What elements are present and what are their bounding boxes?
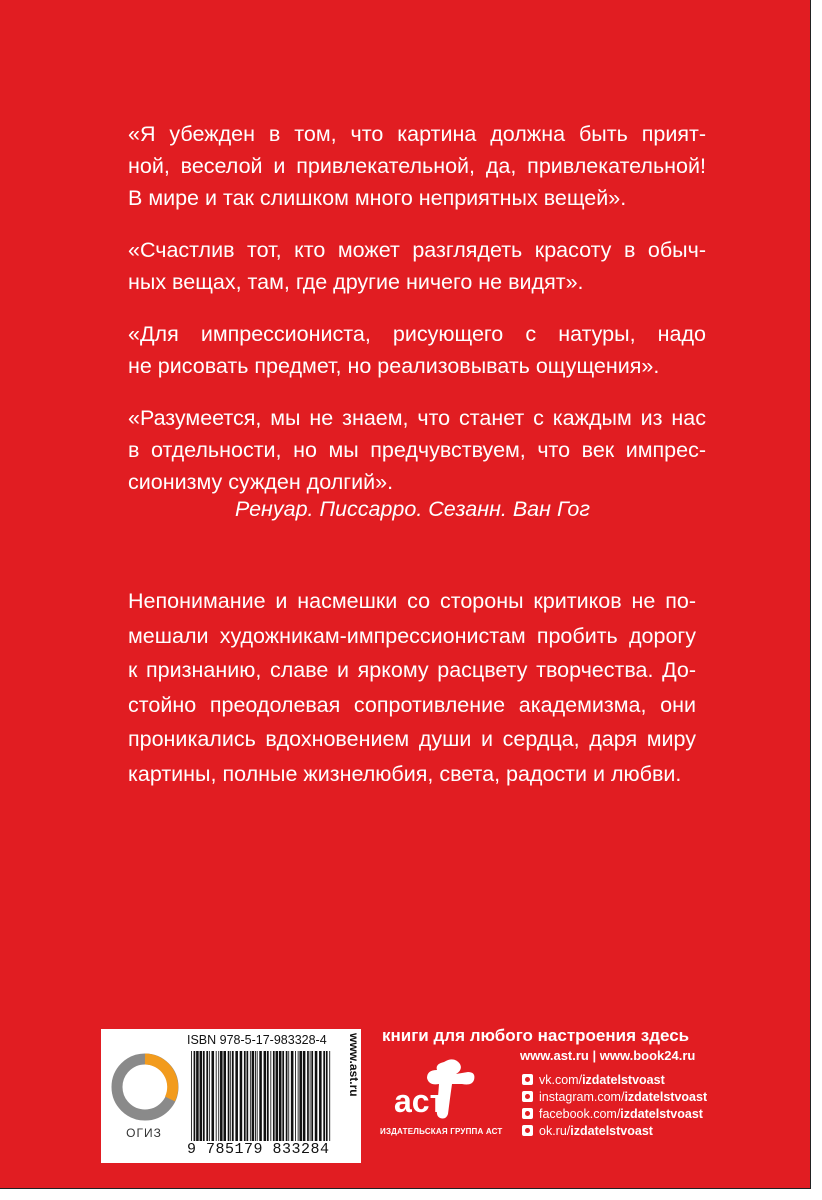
barcode-bar	[246, 1051, 248, 1141]
quote-authors: Ренуар. Писсарро. Сезанн. Ван Гог	[234, 497, 590, 521]
quote-van-gogh	[128, 402, 706, 498]
instagram-icon	[522, 1091, 533, 1102]
book24-url-link[interactable]: www.book24.ru	[599, 1048, 696, 1063]
quote-pissarro	[128, 234, 706, 298]
barcode-bar	[315, 1051, 318, 1141]
quote-renoir	[128, 118, 706, 214]
ast-logo-text: аст	[394, 1083, 446, 1119]
promo-tagline: книги для любого настроения здесь	[382, 1026, 690, 1045]
isbn-number: ISBN 978-5-17-983328-4	[187, 1033, 327, 1047]
barcode-bar	[326, 1051, 328, 1141]
barcode-bar	[310, 1051, 311, 1141]
barcode-digits: 9 785179 833284	[187, 1141, 330, 1158]
social-prefix: vk.com/	[539, 1072, 583, 1087]
barcode-bar	[211, 1051, 214, 1141]
barcode-bar	[218, 1051, 219, 1141]
social-prefix: facebook.com/	[539, 1106, 621, 1121]
barcode-bar	[323, 1051, 325, 1141]
vertical-website: www.ast.ru	[347, 1033, 361, 1097]
barcode-bar	[250, 1051, 251, 1141]
social-row-ok[interactable]	[522, 1122, 707, 1139]
barcode-bar	[228, 1051, 230, 1141]
barcode-bar	[223, 1051, 226, 1141]
social-row-instagram[interactable]	[522, 1088, 707, 1105]
barcode-bar	[216, 1051, 217, 1141]
barcode-bar	[264, 1051, 267, 1141]
description-line: картины, полные жизнелюбия, света, радости и любви.	[128, 761, 682, 786]
quote-line: В мире и так слишком много неприятных вещей».	[128, 186, 627, 210]
barcode-bar	[273, 1051, 275, 1141]
barcode	[191, 1051, 331, 1141]
description-line: проникались вдохновением души и сердца, даря миру	[128, 727, 696, 751]
description-line: к признанию, славе и яркому расцвету творчества. До-	[128, 658, 696, 682]
barcode-bar	[295, 1051, 296, 1141]
barcode-bar	[279, 1051, 282, 1141]
quote-line: не рисовать предмет, но реализовывать ощущения».	[128, 354, 660, 378]
publisher-group-label: ИЗДАТЕЛЬСКАЯ ГРУППА АСТ	[380, 1127, 503, 1136]
description-line: стойно преодолевая сопротивление академизма, они	[128, 692, 696, 717]
quote-line: ной, веселой и привлекательной, да, привлекательной!	[128, 154, 706, 178]
quote-cezanne	[128, 318, 706, 382]
barcode-bar	[232, 1051, 234, 1141]
barcode-bar	[235, 1051, 238, 1141]
ast-logo-icon	[392, 1058, 476, 1120]
barcode-bar	[252, 1051, 255, 1141]
barcode-bar	[276, 1051, 279, 1141]
barcode-bar	[282, 1051, 284, 1141]
promo-urls	[520, 1048, 695, 1063]
barcode-bar	[267, 1051, 269, 1141]
social-handle: izdatelstvoast	[620, 1106, 703, 1121]
barcode-bar	[299, 1051, 302, 1141]
barcode-bar	[240, 1051, 243, 1141]
barcode-bar	[288, 1051, 289, 1141]
barcode-bar	[209, 1051, 210, 1141]
ok-icon	[522, 1125, 533, 1136]
barcode-bar	[270, 1051, 271, 1141]
quote-line: «Счастлив тот, кто может разглядеть красоту в обыч-	[128, 238, 706, 262]
barcode-bar	[244, 1051, 246, 1141]
barcode-bar	[230, 1051, 231, 1141]
barcode-bar	[206, 1051, 208, 1141]
book-description	[128, 584, 696, 791]
barcode-bar	[319, 1051, 322, 1141]
barcode-bar	[259, 1051, 262, 1141]
social-prefix: instagram.com/	[539, 1089, 625, 1104]
barcode-bar	[255, 1051, 256, 1141]
url-separator: |	[588, 1048, 600, 1063]
quote-line: «Я убежден в том, что картина должна быть прият-	[128, 122, 706, 146]
barcode-bar	[220, 1051, 223, 1141]
quote-line: в отдельности, но мы предчувствуем, что век импрес-	[128, 438, 706, 462]
barcode-bar	[298, 1051, 299, 1141]
barcode-bar	[329, 1051, 330, 1141]
social-prefix: ok.ru/	[539, 1123, 571, 1138]
social-handle: izdatelstvoast	[570, 1123, 653, 1138]
social-row-vk[interactable]	[522, 1071, 707, 1088]
barcode-bar	[307, 1051, 309, 1141]
barcode-bar	[286, 1051, 288, 1141]
quotes-block	[128, 118, 706, 518]
social-handle: izdatelstvoast	[582, 1072, 665, 1087]
social-row-facebook[interactable]	[522, 1105, 707, 1122]
quote-line: ных вещах, там, где другие ничего не видят».	[128, 270, 584, 294]
barcode-bar	[194, 1051, 196, 1141]
description-line: Непонимание и насмешки со стороны критиков не по-	[128, 589, 696, 613]
social-handle: izdatelstvoast	[624, 1089, 708, 1104]
description-line: мешали художникам-импрессионистам пробить дорогу	[128, 623, 696, 648]
isbn-barcode-panel	[101, 1029, 361, 1163]
barcode-bar	[303, 1051, 306, 1141]
facebook-icon	[522, 1108, 533, 1119]
social-links	[522, 1071, 707, 1139]
barcode-bar	[203, 1051, 205, 1141]
barcode-bar	[291, 1051, 294, 1141]
quote-line: «Для импрессиониста, рисующего с натуры, надо	[128, 322, 706, 346]
ast-url-link[interactable]: www.ast.ru	[520, 1048, 589, 1063]
quote-line: «Разумеется, мы не знаем, что станет с каждым из нас	[128, 406, 706, 430]
barcode-bar	[191, 1051, 192, 1141]
vk-icon	[522, 1074, 533, 1085]
barcode-bar	[200, 1051, 203, 1141]
ogiz-logo-text: ОГИЗ	[126, 1126, 162, 1140]
quote-line: сионизму сужден долгий».	[128, 470, 394, 494]
barcode-bar	[196, 1051, 199, 1141]
barcode-bar	[311, 1051, 313, 1141]
barcode-bar	[257, 1051, 258, 1141]
